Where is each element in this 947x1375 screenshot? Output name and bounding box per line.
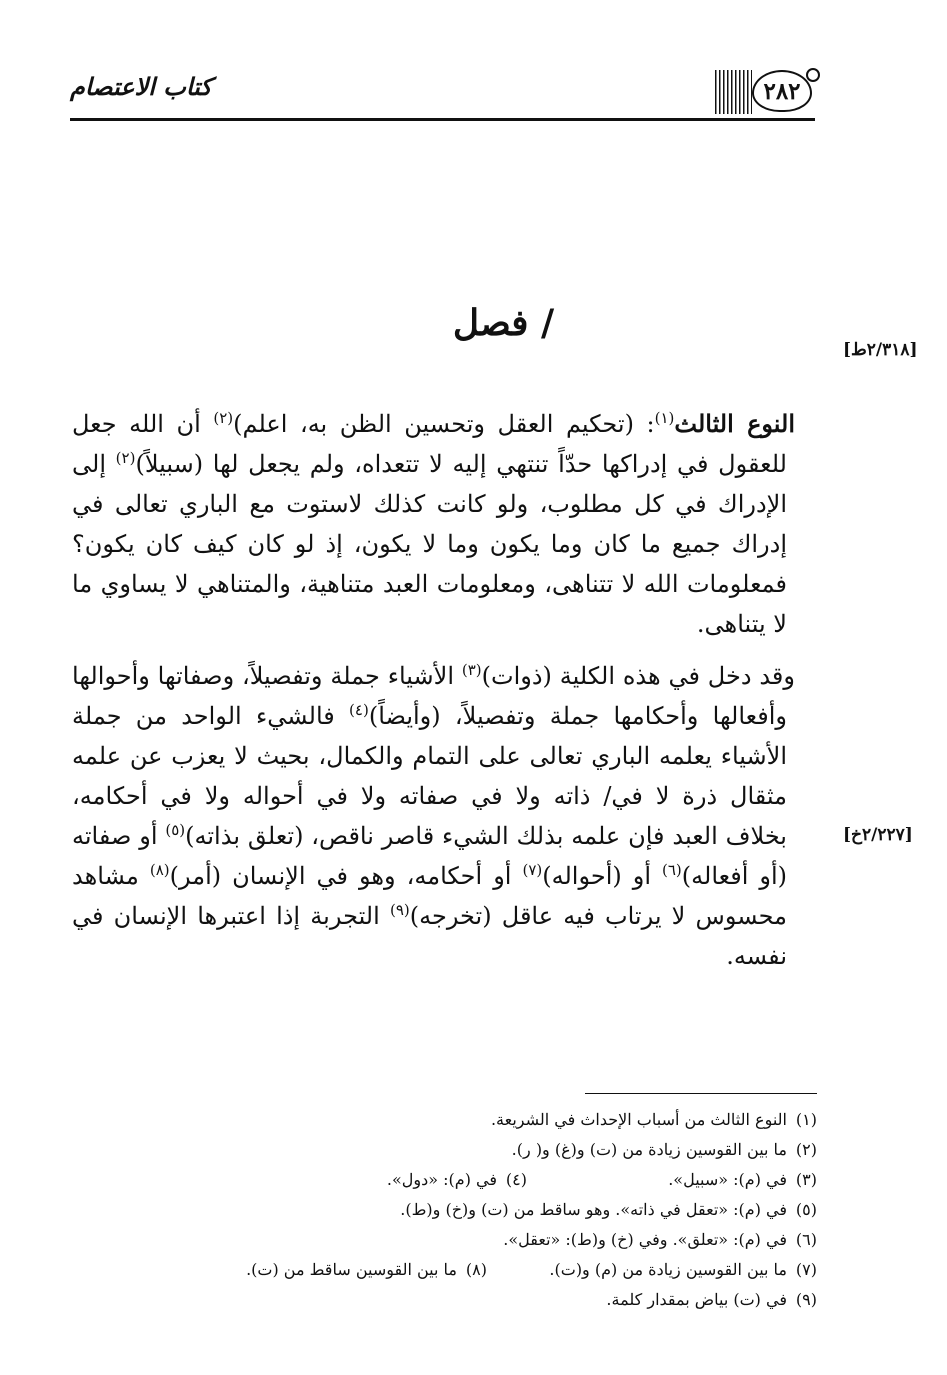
text-run: أن الله جعل للعقول في إدراكها حدّاً تنتهي إليه لا تتعداه، ولم يجعل لها (سبيلاً) <box>72 410 787 478</box>
header-ornament <box>715 70 752 114</box>
footnote <box>110 1135 817 1165</box>
footnote-text: في (م): «دول». <box>386 1170 497 1189</box>
footnote-marker: (٦) <box>662 861 682 879</box>
text-run: فالشيء الواحد من جملة الأشياء يعلمه الباري تعالى على التمام والكمال، بحيث لا يعزب عن علمه مثقال ذرة لا في/ ذاته ولا في صفاته ولا في أحواله ولا في أحكامه، بخلاف العبد فإن علمه بذلك الشيء قاصر ناقص، (تعلق بذاته) <box>72 702 787 850</box>
text-run: إلى الإدراك في كل مطلوب، ولو كانت كذلك لاستوت مع الباري تعالى في إدراك جميع ما كان وما يكون وما لا يكون، إذ لو كان كيف كان يكون؟ فمعلومات الله لا تتناهى، ومعلومات العبد متناهية، والمتناهي لا يساوي ما لا يتناهى. <box>72 450 787 638</box>
footnote-text: في (ت) بياض بمقدار كلمة. <box>606 1290 787 1309</box>
footnote-number: (٢) <box>795 1140 817 1159</box>
footnote-text: ما بين القوسين ساقط من (ت). <box>246 1260 457 1279</box>
badge-ornament <box>806 68 820 82</box>
page-number: ٢٨٢ <box>752 70 812 112</box>
text-run: وقد دخل في هذه الكلية (ذوات) <box>481 662 795 690</box>
footnote-text: في (م): «تعلق». وفي (خ) و(ط): «تعقل». <box>503 1230 787 1249</box>
paragraph-1 <box>72 404 817 644</box>
footnote-number: (٩) <box>795 1290 817 1309</box>
footnote-number: (٧) <box>795 1260 817 1279</box>
text-run: أو أحكامه، وهو في الإنسان (أمر) <box>169 862 523 890</box>
footnote-marker: (٣) <box>461 661 482 679</box>
footnote-number: (٥) <box>795 1200 817 1219</box>
footnote <box>110 1225 817 1255</box>
footnote-number: (٦) <box>795 1230 817 1249</box>
footnote-marker: (٩) <box>389 901 410 919</box>
margin-ref-1: [٢/٣١٨ط] <box>843 340 918 360</box>
footnote-number: (١) <box>795 1110 817 1129</box>
footnote-text: ما بين القوسين زيادة من (ت) و(غ) و( ر). <box>511 1140 787 1159</box>
footnote-number: (٤) <box>505 1170 527 1189</box>
text-run: التجربة إذا اعتبرها الإنسان في نفسه. <box>72 902 787 970</box>
running-title: كتاب الاعتصام <box>70 72 212 101</box>
footnote-number: (٣) <box>795 1170 817 1189</box>
footnote-marker: (٧) <box>522 861 543 879</box>
text-run: مشاهد محسوس لا يرتاب فيه عاقل (تخرجه) <box>72 862 787 930</box>
footnote-rule <box>585 1093 817 1094</box>
text-run: الأشياء جملة وتفصيلاً، وصفاتها وأحوالها وأفعالها وأحكامها جملة وتفصيلاً، (وأيضاً) <box>72 662 787 730</box>
paragraph-lead: النوع الثالث <box>674 409 796 438</box>
footnote <box>110 1165 817 1195</box>
footnote-marker: (٤) <box>349 701 369 719</box>
footnote-marker: (٢) <box>115 449 136 467</box>
footnote-text: النوع الثالث من أسباب الإحداث في الشريعة. <box>490 1110 787 1129</box>
header-rule <box>70 118 815 121</box>
footnote-marker: (٥) <box>165 821 186 839</box>
footnote <box>110 1195 817 1225</box>
section-heading: / فصل <box>452 302 555 344</box>
text-run: أو (أحواله) <box>542 862 662 890</box>
text-run: أو صفاته (أو أفعاله) <box>72 822 787 890</box>
margin-ref-2: [٢/٢٢٧خ] <box>843 825 913 845</box>
footnote-marker: (٨) <box>149 861 170 879</box>
body-text <box>72 404 817 988</box>
footnotes <box>110 1105 817 1315</box>
footnote <box>110 1285 817 1315</box>
footnote <box>110 1255 817 1285</box>
footnote <box>110 1105 817 1135</box>
footnote-marker: (١) <box>654 409 675 427</box>
paragraph-2 <box>72 656 817 976</box>
footnote-text: في (م): «سبيل». <box>668 1170 787 1189</box>
footnote-marker: (٢) <box>213 409 234 427</box>
footnote-text: ما بين القوسين زيادة من (م) و(ت). <box>549 1260 787 1279</box>
footnote-number: (٨) <box>465 1260 487 1279</box>
footnote-text: في (م): «تعقل في ذاته». وهو ساقط من (ت) و(خ) و(ط). <box>400 1200 787 1219</box>
text-run: : (تحكيم العقل وتحسين الظن به، اعلم) <box>233 410 655 438</box>
